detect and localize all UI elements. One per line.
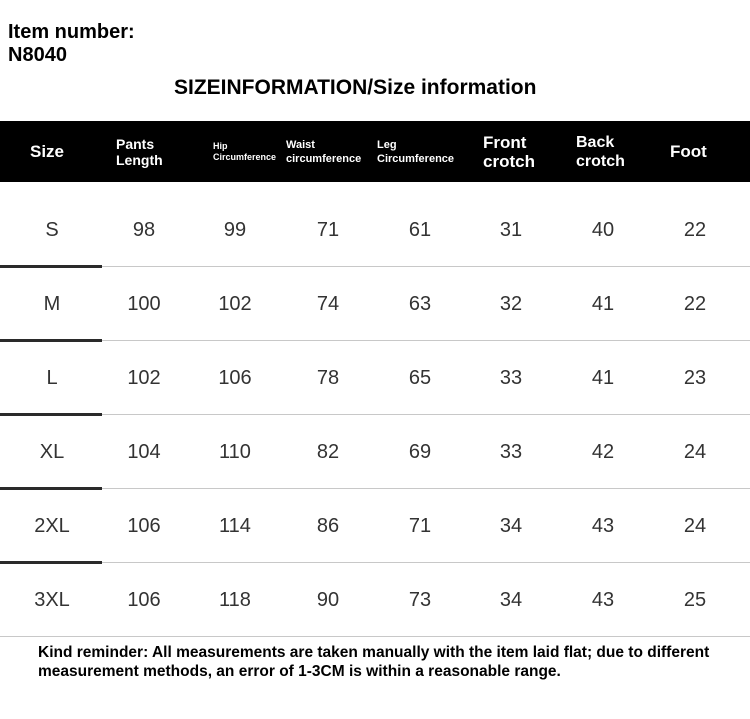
back-crotch-cell: 40: [591, 218, 615, 241]
header-front-crotch: [483, 121, 535, 182]
leg-cell: 71: [408, 514, 432, 537]
header-hip-line2: Circumference: [213, 151, 277, 162]
front-crotch-cell: 33: [499, 440, 523, 463]
front-crotch-cell: 32: [499, 292, 523, 315]
item-number-label: Item number:: [8, 21, 135, 43]
item-number-value: N8040: [8, 44, 67, 66]
waist-cell: 78: [316, 366, 340, 389]
back-crotch-cell: 41: [591, 366, 615, 389]
row-divider: [0, 636, 750, 637]
header-leg: [377, 121, 454, 182]
pants-length-cell: 104: [127, 440, 161, 463]
foot-cell: 22: [683, 292, 707, 315]
table-row: [0, 341, 750, 415]
pants-length-cell: 102: [127, 366, 161, 389]
hip-cell: 102: [218, 292, 252, 315]
foot-cell: 23: [683, 366, 707, 389]
front-crotch-cell: 31: [499, 218, 523, 241]
header-leg-line2: Circumference: [377, 152, 455, 165]
table-header: [0, 121, 750, 182]
header-back-crotch: [576, 121, 625, 182]
leg-cell: 73: [408, 588, 432, 611]
hip-cell: 106: [218, 366, 252, 389]
front-crotch-cell: 34: [499, 514, 523, 537]
header-waist: [286, 121, 361, 182]
waist-cell: 71: [316, 218, 340, 241]
table-row: [0, 563, 750, 637]
foot-cell: 24: [683, 514, 707, 537]
header-pants-length: [116, 121, 163, 182]
hip-cell: 114: [219, 514, 251, 537]
pants-length-cell: 98: [132, 218, 156, 241]
foot-cell: 24: [683, 440, 707, 463]
back-crotch-cell: 43: [591, 514, 615, 537]
waist-cell: 82: [316, 440, 340, 463]
foot-cell: 22: [683, 218, 707, 241]
header-size: [30, 121, 64, 182]
pants-length-cell: 106: [127, 588, 161, 611]
size-cell: XL: [39, 440, 65, 463]
table-row: [0, 267, 750, 341]
back-crotch-cell: 41: [591, 292, 615, 315]
footer-reminder: Kind reminder: All measurements are taken manually with the item laid flat; due to different measurement methods, an error of 1-3CM is within a reasonable range.: [38, 644, 710, 680]
pants-length-cell: 100: [127, 292, 161, 315]
table-row: [0, 193, 750, 267]
header-pants-length-line2: Length: [116, 151, 163, 168]
hip-cell: 118: [219, 588, 251, 611]
size-cell: S: [45, 218, 59, 241]
header-waist-line2: circumference: [286, 152, 362, 165]
header-front-line2: crotch: [483, 151, 535, 171]
back-crotch-cell: 43: [591, 588, 615, 611]
header-hip: [213, 121, 276, 182]
header-foot: [670, 121, 707, 182]
table-row: [0, 489, 750, 563]
header-back-line1: Back: [576, 133, 615, 151]
header-leg-line1: Leg: [377, 138, 397, 151]
header-front-line1: Front: [483, 132, 527, 152]
hip-cell: 110: [219, 440, 251, 463]
header-hip-line1: Hip: [213, 140, 228, 151]
table-row: [0, 415, 750, 489]
size-cell: 2XL: [34, 514, 70, 537]
hip-cell: 99: [223, 218, 247, 241]
header-pants-length-line1: Pants: [116, 135, 155, 152]
leg-cell: 63: [408, 292, 432, 315]
pants-length-cell: 106: [127, 514, 161, 537]
leg-cell: 61: [408, 218, 432, 241]
front-crotch-cell: 34: [499, 588, 523, 611]
waist-cell: 90: [316, 588, 340, 611]
waist-cell: 74: [316, 292, 340, 315]
waist-cell: 86: [316, 514, 340, 537]
header-back-line2: crotch: [576, 152, 625, 170]
leg-cell: 69: [408, 440, 432, 463]
size-cell: 3XL: [34, 588, 70, 611]
header-foot-label: Foot: [670, 142, 707, 161]
leg-cell: 65: [408, 366, 432, 389]
foot-cell: 25: [683, 588, 707, 611]
front-crotch-cell: 33: [499, 366, 523, 389]
page-title: SIZEINFORMATION/Size information: [174, 76, 537, 99]
size-cell: L: [46, 366, 58, 389]
header-waist-line1: Waist: [286, 138, 315, 151]
back-crotch-cell: 42: [591, 440, 615, 463]
size-cell: M: [43, 292, 61, 315]
header-size-label: Size: [30, 142, 65, 161]
